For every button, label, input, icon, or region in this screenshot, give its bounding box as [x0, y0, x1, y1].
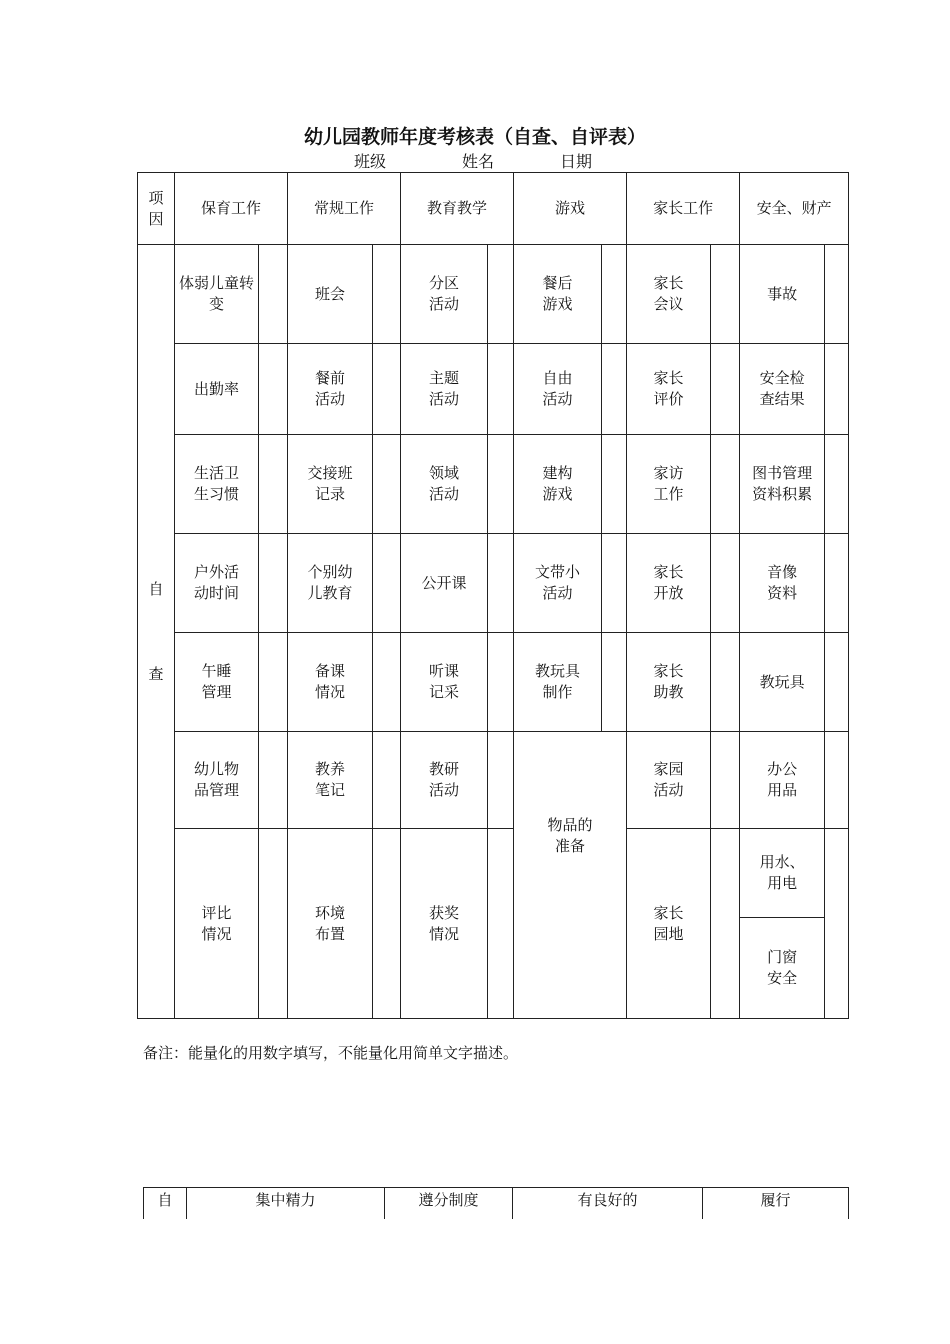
header-childcare: 保育工作 — [175, 173, 288, 245]
cell-item: 文带小 活动 — [514, 534, 602, 633]
cell-item: 班会 — [288, 245, 373, 344]
cell-blank[interactable] — [259, 633, 288, 732]
cell-item: 家访 工作 — [627, 435, 711, 534]
cell-item: 家长 开放 — [627, 534, 711, 633]
cell-blank[interactable] — [602, 633, 627, 732]
cell-blank[interactable] — [711, 633, 740, 732]
bottom-table — [143, 1187, 849, 1219]
cell-item: 教玩具 — [740, 633, 825, 732]
cell-blank[interactable] — [488, 732, 514, 829]
cell-item: 生活卫 生习惯 — [175, 435, 259, 534]
bottom-cell: 有良好的 — [513, 1188, 703, 1219]
cell-blank[interactable] — [259, 534, 288, 633]
cell-blank[interactable] — [602, 344, 627, 435]
cell-blank[interactable] — [373, 435, 401, 534]
cell-blank[interactable] — [488, 633, 514, 732]
cell-blank[interactable] — [825, 435, 849, 534]
table-row — [138, 829, 849, 918]
class-label: 班级 — [354, 152, 387, 171]
cell-item: 领域 活动 — [401, 435, 488, 534]
cell-item: 听课 记采 — [401, 633, 488, 732]
header-item-factor: 项 因 — [138, 173, 175, 245]
cell-item: 获奖 情况 — [401, 829, 488, 1019]
table-row — [138, 245, 849, 344]
cell-blank[interactable] — [488, 829, 514, 1019]
bottom-cell: 履行 — [703, 1188, 849, 1219]
cell-blank[interactable] — [711, 245, 740, 344]
cell-blank[interactable] — [259, 829, 288, 1019]
cell-blank[interactable] — [825, 344, 849, 435]
cell-item: 教玩具 制作 — [514, 633, 602, 732]
cell-item: 家长 园地 — [627, 829, 711, 1019]
cell-blank[interactable] — [825, 534, 849, 633]
bottom-cell: 自 — [144, 1188, 187, 1219]
cell-item: 门窗 安全 — [740, 918, 825, 1019]
cell-blank[interactable] — [711, 534, 740, 633]
cell-blank[interactable] — [259, 245, 288, 344]
cell-blank[interactable] — [373, 245, 401, 344]
cell-blank[interactable] — [825, 633, 849, 732]
bottom-cell: 集中精力 — [187, 1188, 385, 1219]
row-label-line2: 查 — [148, 664, 164, 683]
date-label: 日期 — [560, 152, 593, 171]
bottom-cell: 遵分制度 — [385, 1188, 513, 1219]
cell-item: 家长 会议 — [627, 245, 711, 344]
cell-item: 安全检 查结果 — [740, 344, 825, 435]
cell-item: 主题 活动 — [401, 344, 488, 435]
cell-blank[interactable] — [373, 633, 401, 732]
table-row — [138, 633, 849, 732]
cell-blank[interactable] — [488, 245, 514, 344]
cell-item: 音像 资料 — [740, 534, 825, 633]
name-label: 姓名 — [462, 152, 495, 171]
cell-blank[interactable] — [373, 829, 401, 1019]
cell-item: 自由 活动 — [514, 344, 602, 435]
cell-blank[interactable] — [259, 344, 288, 435]
cell-blank[interactable] — [825, 829, 849, 1019]
header-row — [138, 173, 849, 245]
header-games: 游戏 — [514, 173, 627, 245]
table-row — [144, 1188, 849, 1219]
cell-item: 出勤率 — [175, 344, 259, 435]
cell-item: 教养 笔记 — [288, 732, 373, 829]
cell-blank[interactable] — [488, 435, 514, 534]
cell-blank[interactable] — [488, 344, 514, 435]
cell-blank[interactable] — [373, 344, 401, 435]
cell-item: 家长 评价 — [627, 344, 711, 435]
table-row — [138, 732, 849, 829]
cell-item: 幼儿物 品管理 — [175, 732, 259, 829]
row-label-line1: 自 — [148, 579, 164, 598]
cell-item: 公开课 — [401, 534, 488, 633]
cell-item: 家长 助教 — [627, 633, 711, 732]
table-row — [138, 534, 849, 633]
cell-item: 评比 情况 — [175, 829, 259, 1019]
cell-item: 备课 情况 — [288, 633, 373, 732]
table-row — [138, 435, 849, 534]
page-title: 幼儿园教师年度考核表（自查、自评表） — [303, 126, 646, 148]
cell-blank[interactable] — [488, 534, 514, 633]
cell-blank[interactable] — [373, 732, 401, 829]
cell-item: 教研 活动 — [401, 732, 488, 829]
cell-item: 体弱儿童转 变 — [175, 245, 259, 344]
header-parents: 家长工作 — [627, 173, 740, 245]
cell-blank[interactable] — [711, 829, 740, 1019]
cell-item: 餐前 活动 — [288, 344, 373, 435]
cell-item: 办公 用品 — [740, 732, 825, 829]
cell-blank[interactable] — [602, 245, 627, 344]
cell-blank[interactable] — [259, 732, 288, 829]
cell-blank[interactable] — [711, 344, 740, 435]
cell-item-merged — [514, 732, 627, 1019]
cell-blank[interactable] — [602, 435, 627, 534]
cell-blank[interactable] — [825, 245, 849, 344]
cell-blank[interactable] — [825, 732, 849, 829]
cell-blank[interactable] — [373, 534, 401, 633]
cell-item: 个别幼 儿教育 — [288, 534, 373, 633]
cell-blank[interactable] — [259, 435, 288, 534]
cell-item: 事故 — [740, 245, 825, 344]
cell-blank[interactable] — [711, 435, 740, 534]
cell-item: 环境 布置 — [288, 829, 373, 1019]
cell-blank[interactable] — [602, 534, 627, 633]
cell-item: 午睡 管理 — [175, 633, 259, 732]
table-row — [138, 344, 849, 435]
assessment-table — [137, 172, 849, 1019]
cell-item-text: 物品的 准备 — [547, 816, 593, 855]
cell-item: 户外活 动时间 — [175, 534, 259, 633]
table-note: 备注：能量化的用数字填写，不能量化用简单文字描述。 — [143, 1044, 519, 1062]
cell-item: 分区 活动 — [401, 245, 488, 344]
cell-item: 建构 游戏 — [514, 435, 602, 534]
cell-item: 用水、 用电 — [740, 829, 825, 918]
cell-item: 图书管理 资料积累 — [740, 435, 825, 534]
cell-blank[interactable] — [711, 732, 740, 829]
row-label-self-check — [138, 245, 175, 1019]
cell-item: 家园 活动 — [627, 732, 711, 829]
header-routine: 常规工作 — [288, 173, 401, 245]
cell-item: 餐后 游戏 — [514, 245, 602, 344]
header-teaching: 教育教学 — [401, 173, 514, 245]
cell-item: 交接班 记录 — [288, 435, 373, 534]
header-safety: 安全、财产 — [740, 173, 849, 245]
